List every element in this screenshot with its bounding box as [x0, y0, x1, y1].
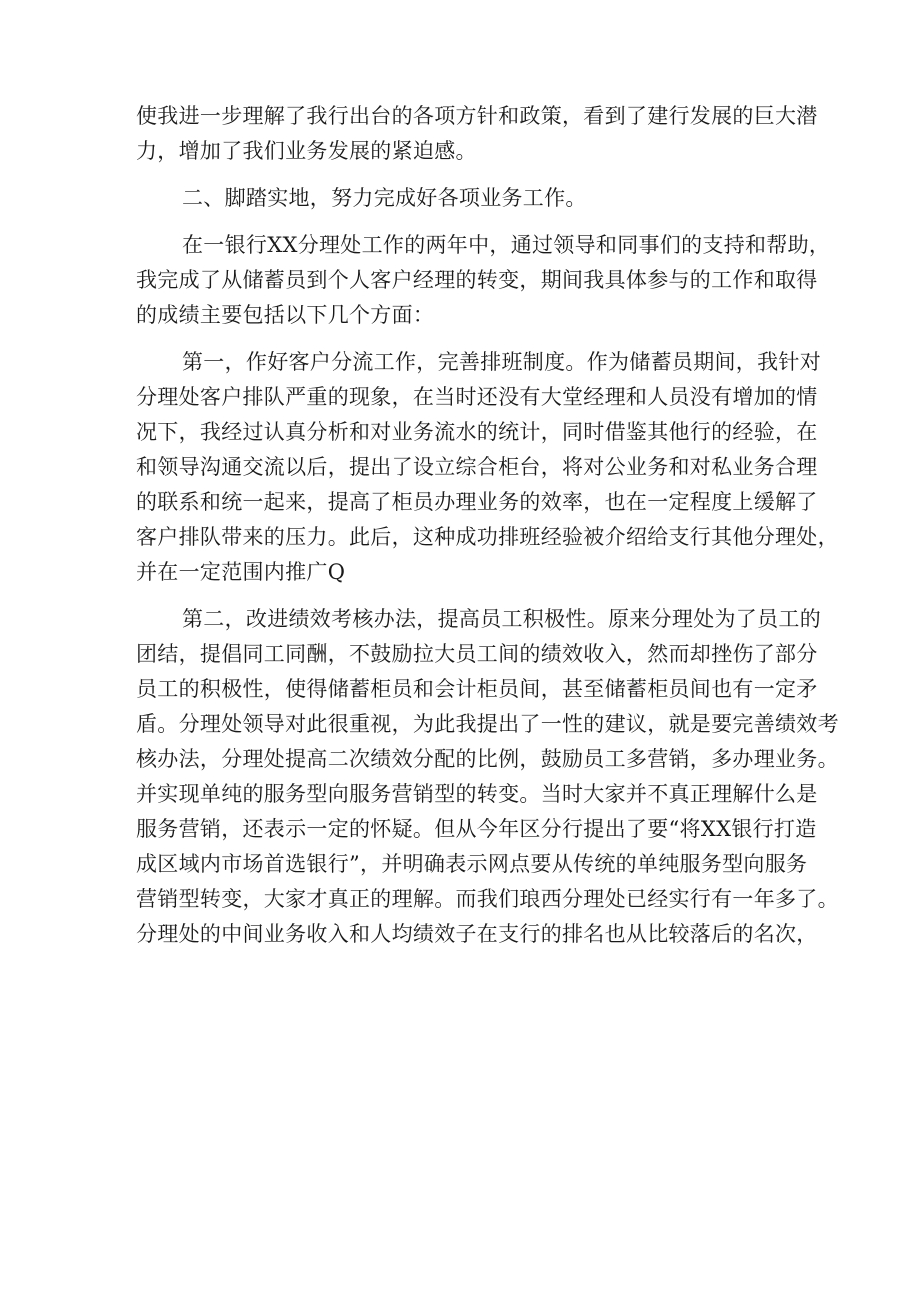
text-line: 营销型转变，大家才真正的理解。而我们琅西分理处已经实行有一年多了。	[136, 887, 839, 911]
section-heading: 二、脚踏实地，努力完成好各项业务工作。	[182, 186, 587, 210]
text-line: 和领导沟通交流以后，提出了设立综合柜台，将对公业务和对私业务合理	[136, 455, 818, 479]
text-line: 服务营销，还表示一定的怀疑。但从今年区分行提出了要“将XX银行打造	[136, 817, 817, 841]
text-line: 第二，改进绩效考核办法，提高员工积极性。原来分理处为了员工的	[182, 607, 821, 631]
text-line: 核办法，分理处提高二次绩效分配的比例，鼓励员工多营销，多办理业务。	[136, 747, 839, 771]
document-body	[136, 99, 839, 952]
text-line: 团结，提倡同工同酬，不鼓励拉大员工间的绩效收入，然而却挫伤了部分	[136, 642, 818, 666]
text-line: 我完成了从储蓄员到个人客户经理的转变，期间我具体参与的工作和取得	[136, 268, 818, 292]
text-line: 第一，作好客户分流工作，完善排班制度。作为储蓄员期间，我针对	[182, 350, 821, 374]
text-line: 分理处的中间业务收入和人均绩效子在支行的排名也从比较落后的名次，	[136, 922, 818, 946]
text-line: 分理处客户排队严重的现象，在当时还没有大堂经理和人员没有增加的情	[136, 385, 818, 409]
text-line: 使我进一步理解了我行出台的各项方针和政策，看到了建行发展的巨大潜	[136, 104, 818, 128]
text-line: 的联系和统一起来，提高了柜员办理业务的效率，也在一定程度上缓解了	[136, 490, 818, 514]
text-line: 客户排队带来的压力。此后，这种成功排班经验被介绍给支行其他分理处，	[136, 525, 839, 549]
text-line: 况下，我经过认真分析和对业务流水的统计，同时借鉴其他行的经验，在	[136, 420, 818, 444]
text-line: 力，增加了我们业务发展的紧迫感。	[136, 139, 477, 163]
text-line: 并在一定范围内推广Q	[136, 560, 346, 584]
text-line: 员工的积极性，使得储蓄柜员和会计柜员间，甚至储蓄柜员间也有一定矛	[136, 677, 818, 701]
text-line: 成区域内市场首选银行”，并明确表示网点要从传统的单纯服务型向服务	[136, 852, 808, 876]
text-line: 的成绩主要包括以下几个方面：	[136, 303, 435, 327]
text-line: 盾。分理处领导对此很重视，为此我提出了一性的建议，就是要完善绩效考	[136, 712, 839, 736]
text-line: 并实现单纯的服务型向服务营销型的转变。当时大家并不真正理解什么是	[136, 782, 818, 806]
text-line: 在一银行XX分理处工作的两年中，通过领导和同事们的支持和帮助，	[182, 233, 831, 257]
